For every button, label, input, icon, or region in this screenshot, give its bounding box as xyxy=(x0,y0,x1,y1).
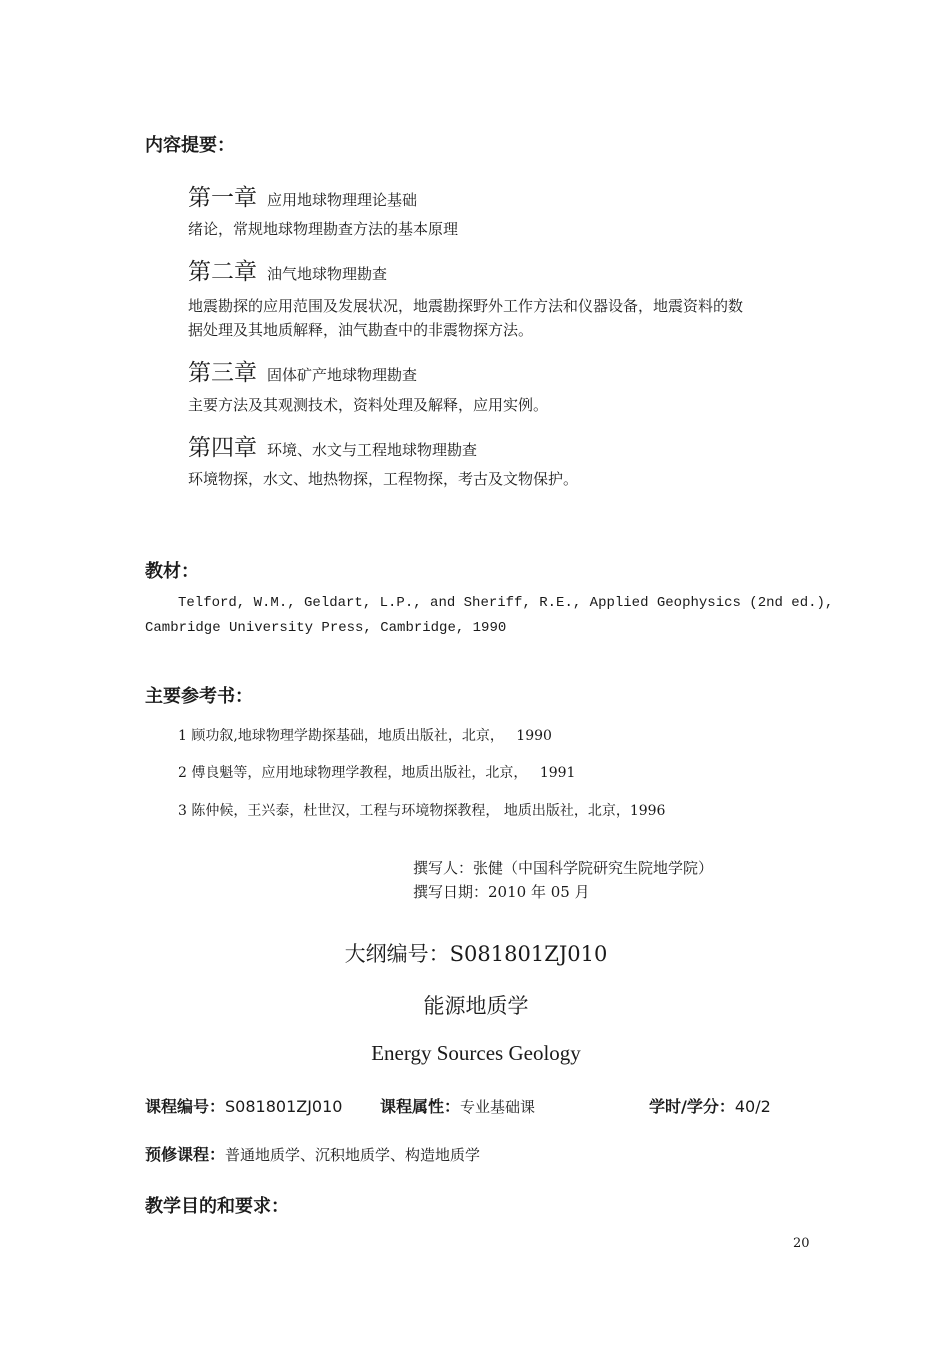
course-title-en: Energy Sources Geology xyxy=(371,1041,581,1065)
course-attr-field xyxy=(380,1094,535,1117)
chapter-3-description: 主要方法及其观测技术，资料处理及解释，应用实例。 xyxy=(188,396,549,414)
reference-text: 陈仲候，王兴泰，杜世汉，工程与环境物探教程， 地质出版社，北京，1996 xyxy=(191,803,666,819)
prereq-field xyxy=(145,1142,480,1165)
reference-number: 3 xyxy=(178,803,187,819)
course-hours-value: 40/2 xyxy=(734,1097,771,1116)
chapter-number: 第二章 xyxy=(188,259,257,285)
course-code-value: S081801ZJ010 xyxy=(225,1097,343,1116)
reference-number: 2 xyxy=(178,765,187,781)
author-line: 撰写人：张健（中国科学院研究生院地学院） xyxy=(413,859,714,877)
reference-year: 1991 xyxy=(539,765,576,781)
chapter-number: 第一章 xyxy=(188,185,257,211)
reference-item-2 xyxy=(178,762,575,782)
reference-text: 顾功叙,地球物理学勘探基础，地质出版社，北京， xyxy=(191,728,504,744)
course-code-field xyxy=(145,1094,342,1117)
chapter-title: 环境、水文与工程地球物理勘查 xyxy=(267,441,478,459)
chapter-2-description-line-2: 据处理及其地质解释，油气勘查中的非震物探方法。 xyxy=(188,321,534,339)
textbook-line-2: Cambridge University Press, Cambridge, 1990 xyxy=(145,620,507,636)
prereq-value: 普通地质学、沉积地质学、构造地质学 xyxy=(225,1146,481,1164)
chapter-2-description-line-1: 地震勘探的应用范围及发展状况，地震勘探野外工作方法和仪器设备，地震资料的数 xyxy=(188,297,744,315)
course-code-label: 课程编号： xyxy=(145,1097,226,1116)
reference-text: 傅良魁等，应用地球物理学教程，地质出版社，北京， xyxy=(191,765,528,781)
chapter-number: 第三章 xyxy=(188,360,257,386)
references-heading: 主要参考书： xyxy=(145,686,253,707)
chapter-title: 应用地球物理理论基础 xyxy=(267,191,418,209)
chapter-1-description: 绪论，常规地球物理勘查方法的基本原理 xyxy=(188,220,459,238)
course-title-cn: 能源地质学 xyxy=(423,994,529,1018)
chapter-title: 固体矿产地球物理勘查 xyxy=(267,366,418,384)
chapter-3-heading xyxy=(188,354,417,387)
outline-code: 大纲编号：S081801ZJ010 xyxy=(344,942,608,966)
reference-item-3 xyxy=(178,800,665,820)
reference-number: 1 xyxy=(178,728,187,744)
chapter-number: 第四章 xyxy=(188,435,257,461)
course-hours-label: 学时/学分： xyxy=(649,1097,735,1116)
prereq-label: 预修课程： xyxy=(145,1145,226,1164)
summary-heading: 内容提要： xyxy=(145,135,235,156)
page-number: 20 xyxy=(793,1236,810,1251)
textbook-line-1: Telford, W.M., Geldart, L.P., and Sheriff, R.E., Applied Geophysics (2nd ed.), xyxy=(178,595,834,611)
chapter-2-heading xyxy=(188,253,387,286)
chapter-title: 油气地球物理勘查 xyxy=(267,265,388,283)
goals-heading: 教学目的和要求： xyxy=(145,1196,289,1217)
author-date: 撰写日期：2010 年 05 月 xyxy=(413,883,590,901)
course-attr-value: 专业基础课 xyxy=(460,1098,536,1116)
chapter-4-heading xyxy=(188,429,477,462)
course-hours-field xyxy=(649,1094,771,1117)
course-attr-label: 课程属性： xyxy=(380,1097,461,1116)
reference-year: 1990 xyxy=(516,728,552,744)
chapter-1-heading xyxy=(188,179,417,212)
reference-item-1 xyxy=(178,725,552,745)
textbook-heading: 教材： xyxy=(145,561,199,582)
chapter-4-description: 环境物探，水文、地热物探，工程物探，考古及文物保护。 xyxy=(188,470,579,488)
